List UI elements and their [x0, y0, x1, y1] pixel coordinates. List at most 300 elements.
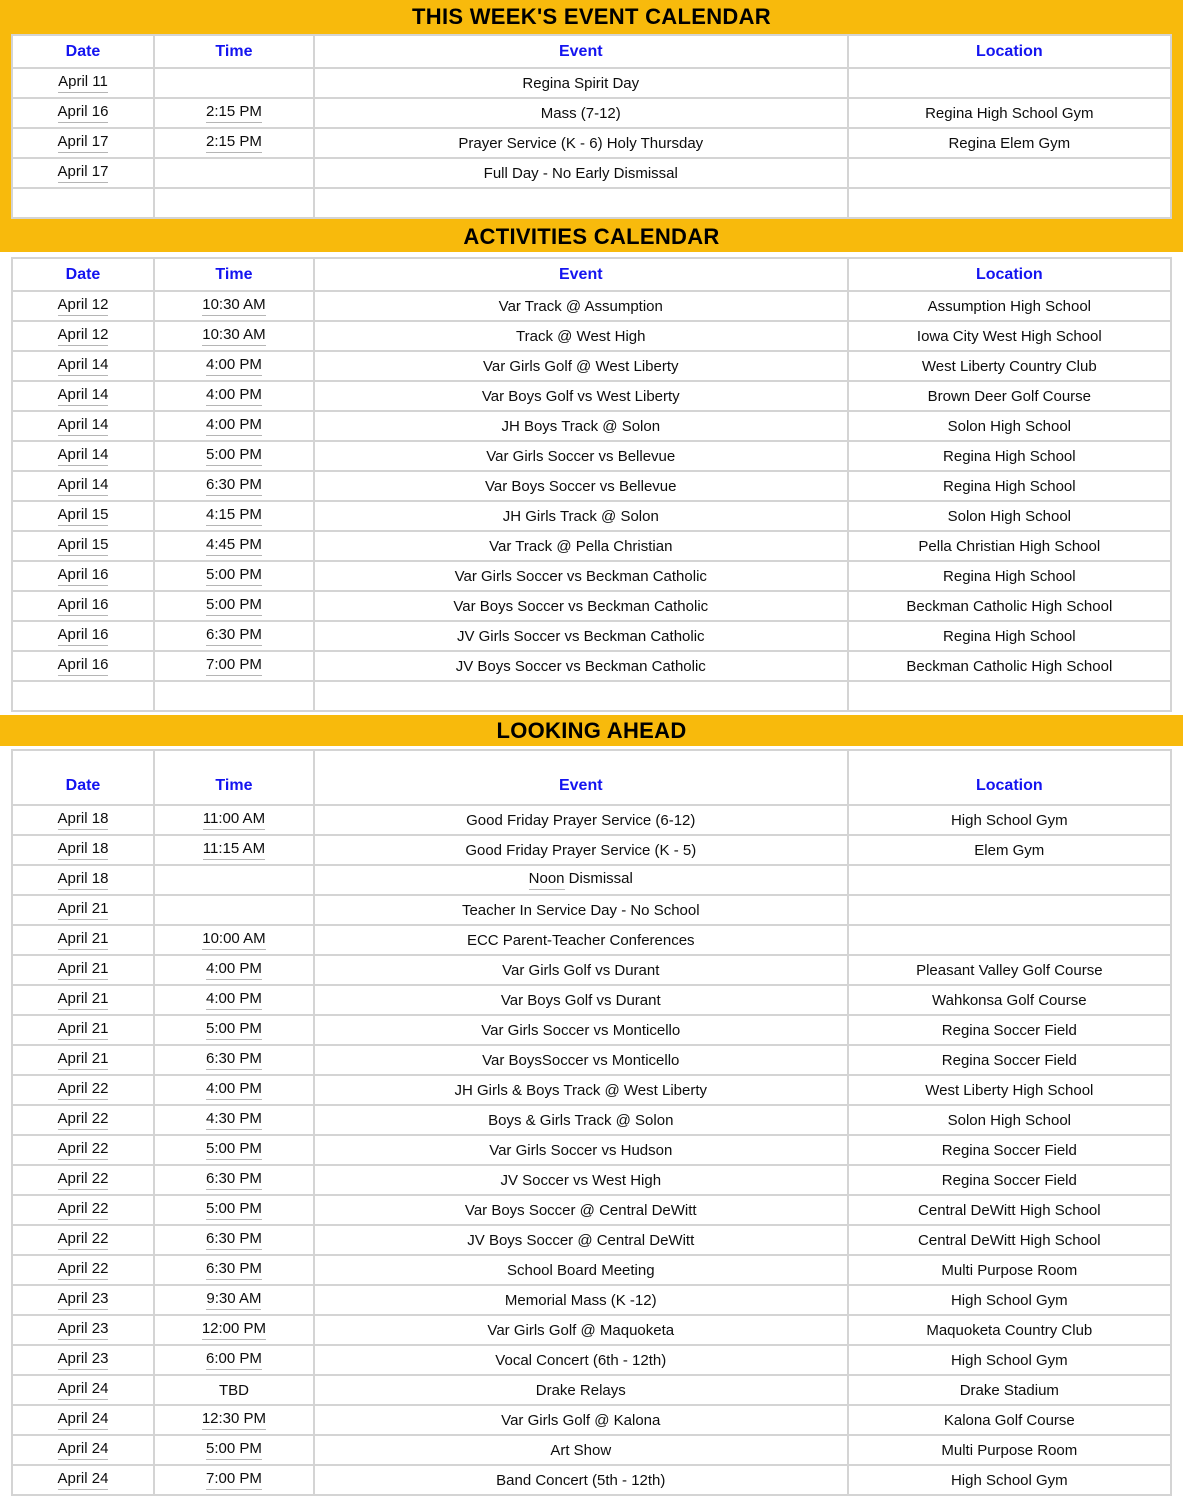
- time-cell: [154, 835, 314, 865]
- location-cell: [848, 1135, 1171, 1165]
- underlined-text: 11:15 AM: [203, 840, 265, 859]
- plain-text: JH Girls Track @ Solon: [502, 507, 659, 525]
- underlined-text: 5:00 PM: [206, 596, 262, 615]
- location-cell: [848, 98, 1171, 128]
- underlined-text: 10:00 AM: [202, 930, 265, 949]
- time-cell: [154, 1375, 314, 1405]
- event-cell: [314, 441, 848, 471]
- date-cell: [12, 351, 154, 381]
- location-cell: [848, 1225, 1171, 1255]
- location-cell: [848, 1075, 1171, 1105]
- underlined-text: April 17: [58, 133, 109, 152]
- table-row: [12, 1015, 1171, 1045]
- time-cell: [154, 1345, 314, 1375]
- underlined-text: 4:15 PM: [206, 506, 262, 525]
- table-row: [12, 501, 1171, 531]
- event-cell: [314, 411, 848, 441]
- column-header-row: [12, 258, 1171, 291]
- location-cell: [848, 1165, 1171, 1195]
- location-cell: [848, 128, 1171, 158]
- event-cell: [314, 531, 848, 561]
- table-row: [12, 1465, 1171, 1495]
- event-cell: [314, 1285, 848, 1315]
- underlined-text: April 21: [58, 1020, 109, 1039]
- activities-table: [11, 257, 1172, 712]
- time-cell: [154, 1165, 314, 1195]
- underlined-text: 10:30 AM: [202, 326, 265, 345]
- event-cell: [314, 321, 848, 351]
- underlined-text: 4:45 PM: [206, 536, 262, 555]
- table-row: [12, 865, 1171, 895]
- time-cell: [154, 531, 314, 561]
- table-row: [12, 1195, 1171, 1225]
- plain-text: Var Track @ Assumption: [498, 297, 663, 315]
- location-cell: [848, 1015, 1171, 1045]
- plain-text: Good Friday Prayer Service (6-12): [466, 811, 696, 829]
- time-cell: [154, 621, 314, 651]
- date-cell: [12, 835, 154, 865]
- plain-text: Pleasant Valley Golf Course: [916, 961, 1103, 979]
- location-cell: [848, 895, 1171, 925]
- underlined-text: April 16: [58, 566, 109, 585]
- underlined-text: April 21: [58, 960, 109, 979]
- date-cell: [12, 1105, 154, 1135]
- table-row: [12, 1225, 1171, 1255]
- time-cell: [154, 411, 314, 441]
- plain-text: JV Soccer vs West High: [500, 1171, 662, 1189]
- underlined-text: April 21: [58, 1050, 109, 1069]
- underlined-text: 4:00 PM: [206, 960, 262, 979]
- underlined-text: April 24: [58, 1380, 109, 1399]
- event-cell: [314, 501, 848, 531]
- underlined-text: April 24: [58, 1440, 109, 1459]
- underlined-text: 4:00 PM: [206, 1080, 262, 1099]
- event-cell: [314, 1405, 848, 1435]
- underlined-text: 6:30 PM: [206, 1050, 262, 1069]
- date-cell: [12, 128, 154, 158]
- plain-text: Regina High School: [943, 627, 1076, 645]
- time-cell: [154, 1465, 314, 1495]
- underlined-text: April 18: [58, 840, 109, 859]
- time-cell: [154, 955, 314, 985]
- location-cell: [848, 188, 1171, 218]
- underlined-text: 7:00 PM: [206, 1470, 262, 1489]
- location-cell: [848, 681, 1171, 711]
- event-cell: [314, 1195, 848, 1225]
- date-cell: [12, 158, 154, 188]
- event-cell: [314, 835, 848, 865]
- underlined-text: April 24: [58, 1470, 109, 1489]
- underlined-text: April 12: [58, 296, 109, 315]
- location-cell: [848, 158, 1171, 188]
- underlined-text: 6:30 PM: [206, 1260, 262, 1279]
- underlined-text: 6:30 PM: [206, 1170, 262, 1189]
- section-title-looking-ahead: LOOKING AHEAD: [0, 715, 1183, 746]
- event-cell: [314, 805, 848, 835]
- date-cell: [12, 925, 154, 955]
- time-cell: [154, 805, 314, 835]
- date-cell: [12, 1435, 154, 1465]
- event-cell: [314, 1315, 848, 1345]
- plain-text: Band Concert (5th - 12th): [496, 1471, 666, 1489]
- underlined-text: April 21: [58, 900, 109, 919]
- table-row: [12, 985, 1171, 1015]
- table-row: [12, 158, 1171, 188]
- plain-text: Var Girls Soccer vs Beckman Catholic: [454, 567, 707, 585]
- underlined-text: April 18: [58, 810, 109, 829]
- plain-text: Regina High School: [943, 447, 1076, 465]
- event-cell: [314, 1015, 848, 1045]
- location-cell: [848, 591, 1171, 621]
- date-cell: [12, 471, 154, 501]
- table-row: [12, 681, 1171, 711]
- time-cell: [154, 158, 314, 188]
- underlined-text: 10:30 AM: [202, 296, 265, 315]
- location-cell: [848, 411, 1171, 441]
- underlined-text: April 16: [58, 596, 109, 615]
- underlined-text: 5:00 PM: [206, 1020, 262, 1039]
- event-cell: [314, 621, 848, 651]
- underlined-text: 7:00 PM: [206, 656, 262, 675]
- table-row: [12, 411, 1171, 441]
- time-cell: [154, 471, 314, 501]
- date-cell: [12, 1135, 154, 1165]
- location-cell: [848, 291, 1171, 321]
- time-cell: [154, 441, 314, 471]
- location-cell: [848, 1105, 1171, 1135]
- table-row: [12, 925, 1171, 955]
- underlined-text: April 23: [58, 1320, 109, 1339]
- time-cell: [154, 1225, 314, 1255]
- location-cell: [848, 985, 1171, 1015]
- plain-text: Elem Gym: [974, 841, 1045, 859]
- underlined-text: 5:00 PM: [206, 1200, 262, 1219]
- time-cell: [154, 1135, 314, 1165]
- plain-text: Var Girls Golf @ Kalona: [501, 1411, 661, 1429]
- table-row: [12, 895, 1171, 925]
- plain-text: School Board Meeting: [506, 1261, 655, 1279]
- plain-text: Drake Stadium: [959, 1381, 1059, 1399]
- location-cell: [848, 925, 1171, 955]
- location-cell: [848, 1345, 1171, 1375]
- date-cell: [12, 1465, 154, 1495]
- time-cell: [154, 1405, 314, 1435]
- event-cell: [314, 591, 848, 621]
- date-cell: [12, 895, 154, 925]
- date-cell: [12, 1045, 154, 1075]
- underlined-text: 9:30 AM: [206, 1290, 261, 1309]
- column-header-date: Date: [12, 258, 154, 291]
- time-cell: [154, 1015, 314, 1045]
- plain-text: Regina Soccer Field: [941, 1141, 1077, 1159]
- table-row: [12, 381, 1171, 411]
- time-cell: [154, 381, 314, 411]
- underlined-text: 4:30 PM: [206, 1110, 262, 1129]
- time-cell: [154, 1105, 314, 1135]
- location-cell: [848, 1465, 1171, 1495]
- table-row: [12, 805, 1171, 835]
- section-title-activities: ACTIVITIES CALENDAR: [0, 221, 1183, 252]
- event-cell: [314, 68, 848, 98]
- table-row: [12, 1255, 1171, 1285]
- date-cell: [12, 865, 154, 895]
- plain-text: Regina Soccer Field: [941, 1021, 1077, 1039]
- date-cell: [12, 411, 154, 441]
- time-cell: [154, 1285, 314, 1315]
- location-cell: [848, 381, 1171, 411]
- event-cell: [314, 98, 848, 128]
- table-row: [12, 128, 1171, 158]
- underlined-text: 4:00 PM: [206, 990, 262, 1009]
- location-cell: [848, 865, 1171, 895]
- table-row: [12, 321, 1171, 351]
- underlined-text: 12:00 PM: [202, 1320, 266, 1339]
- event-cell: [314, 1135, 848, 1165]
- date-cell: [12, 1315, 154, 1345]
- event-cell: [314, 1165, 848, 1195]
- plain-text: Solon High School: [947, 1111, 1072, 1129]
- event-cell: [314, 1105, 848, 1135]
- event-cell: [314, 471, 848, 501]
- underlined-text: 2:15 PM: [206, 133, 262, 152]
- date-cell: [12, 531, 154, 561]
- plain-text: Mass (7-12): [540, 104, 621, 122]
- plain-text: Var Boys Golf vs West Liberty: [481, 387, 680, 405]
- plain-text: Wahkonsa Golf Course: [932, 991, 1087, 1009]
- event-cell: [314, 561, 848, 591]
- date-cell: [12, 651, 154, 681]
- event-cell: [314, 1075, 848, 1105]
- underlined-text: April 21: [58, 990, 109, 1009]
- plain-text: Iowa City West High School: [916, 327, 1102, 345]
- table-row: [12, 1075, 1171, 1105]
- date-cell: [12, 1405, 154, 1435]
- section-title-this-weeks: THIS WEEK'S EVENT CALENDAR: [412, 4, 771, 29]
- date-cell: [12, 1195, 154, 1225]
- table-row: [12, 441, 1171, 471]
- location-cell: [848, 68, 1171, 98]
- date-cell: [12, 321, 154, 351]
- plain-text: Full Day - No Early Dismissal: [483, 164, 678, 182]
- column-header-date: Date: [12, 35, 154, 68]
- section-activities-calendar: [11, 257, 1172, 712]
- section-this-weeks-event-calendar: [0, 0, 1183, 221]
- underlined-text: April 15: [58, 536, 109, 555]
- table-row: [12, 1165, 1171, 1195]
- date-cell: [12, 291, 154, 321]
- time-cell: [154, 501, 314, 531]
- event-cell: [314, 381, 848, 411]
- date-cell: [12, 381, 154, 411]
- plain-text: Boys & Girls Track @ Solon: [488, 1111, 674, 1129]
- underlined-text: 12:30 PM: [202, 1410, 266, 1429]
- location-cell: [848, 1375, 1171, 1405]
- looking-ahead-table: [11, 749, 1172, 1496]
- plain-text: West Liberty Country Club: [921, 357, 1097, 375]
- plain-text: Var BoysSoccer vs Monticello: [482, 1051, 680, 1069]
- plain-text: Solon High School: [947, 507, 1072, 525]
- plain-text: High School Gym: [950, 811, 1068, 829]
- table-row: [12, 561, 1171, 591]
- time-cell: [154, 68, 314, 98]
- location-cell: [848, 651, 1171, 681]
- table-row: [12, 351, 1171, 381]
- plain-text: Var Boys Golf vs Durant: [500, 991, 661, 1009]
- underlined-text: 6:00 PM: [206, 1350, 262, 1369]
- table-row: [12, 1375, 1171, 1405]
- column-header-time: Time: [154, 750, 314, 805]
- event-cell: [314, 188, 848, 218]
- event-cell: [314, 681, 848, 711]
- underlined-text: April 23: [58, 1350, 109, 1369]
- plain-text: Var Boys Soccer @ Central DeWitt: [464, 1201, 697, 1219]
- event-cell: [314, 1345, 848, 1375]
- column-header-event: Event: [314, 750, 848, 805]
- underlined-text: April 22: [58, 1080, 109, 1099]
- location-cell: [848, 351, 1171, 381]
- plain-text: Solon High School: [947, 417, 1072, 435]
- column-header-location: Location: [848, 35, 1171, 68]
- date-cell: [12, 621, 154, 651]
- date-cell: [12, 188, 154, 218]
- time-cell: [154, 985, 314, 1015]
- location-cell: [848, 321, 1171, 351]
- event-cell: [314, 291, 848, 321]
- table-row: [12, 531, 1171, 561]
- plain-text: Brown Deer Golf Course: [927, 387, 1092, 405]
- plain-text: Regina Soccer Field: [941, 1171, 1077, 1189]
- date-cell: [12, 68, 154, 98]
- this-weeks-event-table: [11, 34, 1172, 219]
- table-row: [12, 1045, 1171, 1075]
- underlined-text: 5:00 PM: [206, 446, 262, 465]
- table-row: [12, 955, 1171, 985]
- column-header-time: Time: [154, 258, 314, 291]
- location-cell: [848, 1255, 1171, 1285]
- date-cell: [12, 681, 154, 711]
- event-cell: [314, 1465, 848, 1495]
- plain-text: Regina High School: [943, 477, 1076, 495]
- plain-text: Var Girls Golf @ West Liberty: [482, 357, 679, 375]
- column-header-row: [12, 750, 1171, 805]
- plain-text: Var Boys Soccer vs Beckman Catholic: [453, 597, 709, 615]
- date-cell: [12, 1015, 154, 1045]
- location-cell: [848, 955, 1171, 985]
- event-cell: [314, 1255, 848, 1285]
- time-cell: [154, 651, 314, 681]
- underlined-text: April 22: [58, 1200, 109, 1219]
- event-cell: [314, 955, 848, 985]
- underlined-text: April 14: [58, 416, 109, 435]
- underlined-text: April 22: [58, 1260, 109, 1279]
- plain-text: Multi Purpose Room: [941, 1261, 1078, 1279]
- underlined-text: April 14: [58, 446, 109, 465]
- date-cell: [12, 955, 154, 985]
- event-cell: [314, 985, 848, 1015]
- underlined-text: April 15: [58, 506, 109, 525]
- location-cell: [848, 471, 1171, 501]
- date-cell: [12, 1075, 154, 1105]
- date-cell: [12, 985, 154, 1015]
- location-cell: [848, 531, 1171, 561]
- plain-text: ECC Parent-Teacher Conferences: [466, 931, 695, 949]
- plain-text: Assumption High School: [927, 297, 1092, 315]
- plain-text: Regina High School: [943, 567, 1076, 585]
- table-row: [12, 1435, 1171, 1465]
- underlined-text: April 22: [58, 1110, 109, 1129]
- table-row: [12, 471, 1171, 501]
- time-cell: [154, 1255, 314, 1285]
- event-cell: [314, 158, 848, 188]
- column-header-time: Time: [154, 35, 314, 68]
- location-cell: [848, 1315, 1171, 1345]
- plain-text: Regina Elem Gym: [948, 134, 1071, 152]
- time-cell: [154, 1045, 314, 1075]
- table-row: [12, 1105, 1171, 1135]
- underlined-text: April 12: [58, 326, 109, 345]
- plain-text: West Liberty High School: [925, 1081, 1094, 1099]
- underlined-text: 5:00 PM: [206, 1440, 262, 1459]
- underlined-text: 6:30 PM: [206, 476, 262, 495]
- plain-text: Beckman Catholic High School: [906, 657, 1113, 675]
- plain-text: Var Girls Soccer vs Bellevue: [486, 447, 676, 465]
- location-cell: [848, 1405, 1171, 1435]
- plain-text: JV Boys Soccer vs Beckman Catholic: [455, 657, 706, 675]
- time-cell: [154, 291, 314, 321]
- plain-text: Teacher In Service Day - No School: [461, 901, 700, 919]
- plain-text: JV Boys Soccer @ Central DeWitt: [467, 1231, 695, 1249]
- event-cell: [314, 651, 848, 681]
- plain-text: High School Gym: [950, 1351, 1068, 1369]
- plain-text: Prayer Service (K - 6) Holy Thursday: [458, 134, 704, 152]
- plain-text: TBD: [218, 1381, 249, 1399]
- time-cell: [154, 925, 314, 955]
- event-cell: [314, 865, 848, 895]
- plain-text: Regina Soccer Field: [941, 1051, 1077, 1069]
- plain-text: Kalona Golf Course: [943, 1411, 1075, 1429]
- time-cell: [154, 1435, 314, 1465]
- underlined-text: April 16: [58, 656, 109, 675]
- table-row: [12, 591, 1171, 621]
- date-cell: [12, 561, 154, 591]
- table-row: [12, 1135, 1171, 1165]
- underlined-text: 6:30 PM: [206, 626, 262, 645]
- plain-text: Track @ West High: [516, 327, 646, 345]
- plain-text: Var Boys Soccer vs Bellevue: [485, 477, 677, 495]
- plain-text: Vocal Concert (6th - 12th): [495, 1351, 667, 1369]
- date-cell: [12, 805, 154, 835]
- event-cell: [314, 1435, 848, 1465]
- column-header-location: Location: [848, 750, 1171, 805]
- location-cell: [848, 441, 1171, 471]
- time-cell: [154, 128, 314, 158]
- plain-text: Var Girls Golf vs Durant: [502, 961, 660, 979]
- plain-text: Central DeWitt High School: [918, 1201, 1101, 1219]
- plain-text: Maquoketa Country Club: [926, 1321, 1093, 1339]
- time-cell: [154, 895, 314, 925]
- plain-text: Art Show: [550, 1441, 612, 1459]
- underlined-text: Noon: [529, 870, 565, 889]
- plain-text: JH Boys Track @ Solon: [501, 417, 661, 435]
- plain-text: Regina Spirit Day: [522, 74, 640, 92]
- plain-text: High School Gym: [950, 1471, 1068, 1489]
- plain-text: Dismissal: [564, 870, 633, 888]
- plain-text: Central DeWitt High School: [918, 1231, 1101, 1249]
- underlined-text: April 11: [58, 73, 108, 92]
- location-cell: [848, 621, 1171, 651]
- date-cell: [12, 1165, 154, 1195]
- underlined-text: April 21: [58, 930, 109, 949]
